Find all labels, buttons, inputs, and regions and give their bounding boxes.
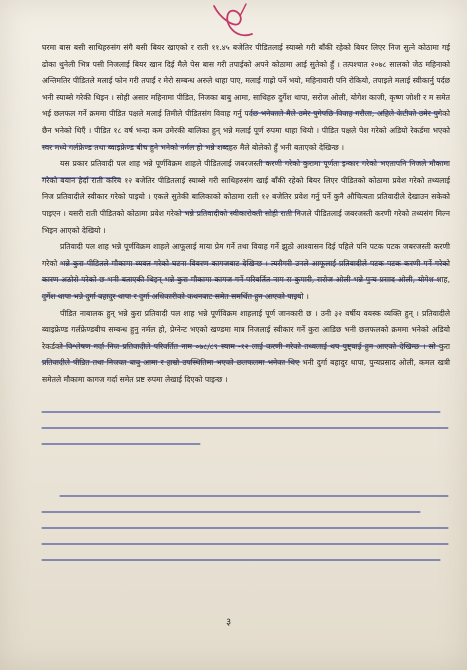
paragraph-3: प्रतिवादी पल शाह भन्ने पूर्णविक्रम शाहले आफूलाई माया प्रेम गर्ने तथा विवाह गर्ने झुठो आश्वासन दिई पहिले पनि पटक पटक जबरजस्ती करणी गरेको भन्ने कुरा पीडितले मौकामा व्यक्त गरेको घटना विवरण कागजबाट देखिन्छ । त्यसैगरी उनले आफूलाई प्रतिवादीले पटक पटक करणी गर्ने गरेको कारण अठोरो परेको छ भनी बताएकी थिइन् भन्ने कुरा मौकामा कागज गर्ने परिवर्तित नाम स कुमारी, सरोज ओली भन्ने पुन्य प्रसाद ओली, योगेश शाह, दुर्गेश थापा भन्ने दुर्गा बहादुर थापा र दुर्गा अधिकारीको कथनबाट समेत समर्थित हुन आएको पाइयो । <box>42 242 450 301</box>
paragraph-1: घरमा बास बसी साथिहरुसंग संगै बसी बियर खाएको र राती ११.४५ बजेतिर पीडितलाई स्याब्से गरी बाँकी रहेको बियर लिएर निज सुत्ने कोठामा गई ढोका थुनेली भित्र पसी निजलाई बियर खान दिई मैले पेस बास गरी तपाईको अपने कोठामा आई सुतेको हुँ । तत्पश्चात २०७८ सालको जेठ महिनाको अन्तिमतिर पीडितले मलाई फोन गरी तपाईं र मेरो सम्बन्ध अरुले थाहा पाए, मलाई गाह्रो पर्ने भयो, महिनावारी पनि रोकियो, तपाइले मलाई स्वीकार्नु पर्दछ भनी स्याब्से गरेकी थिइन । सोही असार महिनामा पीडित, निजका बाबु आमा, साथिहरु दुर्गेश थापा, सरोज ओली, योगेश काजी, कृष्ण जोशी र म समेत भई छलफल गर्ने क्रममा पीडित पक्षले मलाई तिमीले पीडितसंग विवाह गर्नु पर्दछ भनेकाले मैले उमेर पुगेपछि विवाह गरौला, अहिले केटीको उमेर पुगेको छैन भनेको थिएँ । पीडित १८ वर्ष भन्दा कम उमेरकी बालिका हुन् भन्ने मलाई पूर्ण रुपमा थाहा थियो । पीडित पक्षले पेश गरेको अडियो रेकर्डमा भएको स्वर मध्ये गर्लफ्रेण्ड तथा ब्वाइफ्रेण्ड बीच हुने भनेको नर्मल हो भन्ने शब्दहरु मैले बोलेको हुँ भनी बताएको देखिन्छ । <box>42 43 450 152</box>
document-body <box>42 40 450 388</box>
paragraph-4: पीडित नाबालक हुन् भन्ने कुरा प्रतिवादी पल शाह भन्ने पूर्णविक्रम शाहलाई पूर्ण जानकारी छ । उनी ३२ वर्षीय वयस्क व्यक्ति हुन् । प्रतिवादीले ब्वाइफ्रेण्ड गर्लफ्रेण्डबीच सम्बन्ध हुनु नर्मल हो, प्रेग्नेन्ट भएको खण्डमा मात्र निजलाई स्वीकार गर्ने कुरा आडिछ भनी छलफलको क्रममा भनेको अडियो रेकर्डको विश्लेषण गर्दा निज प्रतिवादीले परिवर्तित नाम ०७८/८९ स्याम -१२ लाई करणी गरेको तथ्यलाई थप पुष्ट्याई हुन आएको देखिन्छ । सो कुरा प्रतिवादीले पीडित तथा निजका बाबु आमा र हाम्रो उपस्थितिमा भएको छलफलमा भनेका थिए भनी दुर्गा बहादुर थापा, पुन्यप्रसाद ओली, कमल खत्री समेतले मौकामा कागज गर्दा समेत प्रष्ट रुपमा लेखाई दिएको पाइन्छ । <box>42 308 450 384</box>
page-number: ३ <box>226 617 232 628</box>
paragraph-2: यस प्रकार प्रतिवादी पल शाह भन्ने पूर्णविक्रम शाहले पीडितलाई जबरजस्ती करणी गरेको कुरामा पूर्णतः इन्कार गरेको भएतापनि निजले मौकामा गरेको बयान हेर्दा राती करिब १२ बजेतिर पीडितलाई स्याब्से गरी साथिहरुसंग खाई बाँकी रहेको बियर लिएर पीडितको कोठामा प्रवेश गरेको तथ्यलाई निज प्रतिवादीले स्वीकार गरेको पाइयो । एकले सुतेकी बालिकाको कोठामा राती १२ बजेतिर प्रवेश गर्नु पर्ने कुनै औचित्यता प्रतिवादीले देखाउन सकेको पाइएन । यसरी राती पीडितको कोठामा प्रवेश गरेको भन्ने प्रतिवादीको स्वीकारोक्ती सोही राती निजले पीडितलाई जबरजस्ती करणी गरेको तथ्यसंग मिल्न भिइन आएको देखियो । <box>42 159 450 235</box>
